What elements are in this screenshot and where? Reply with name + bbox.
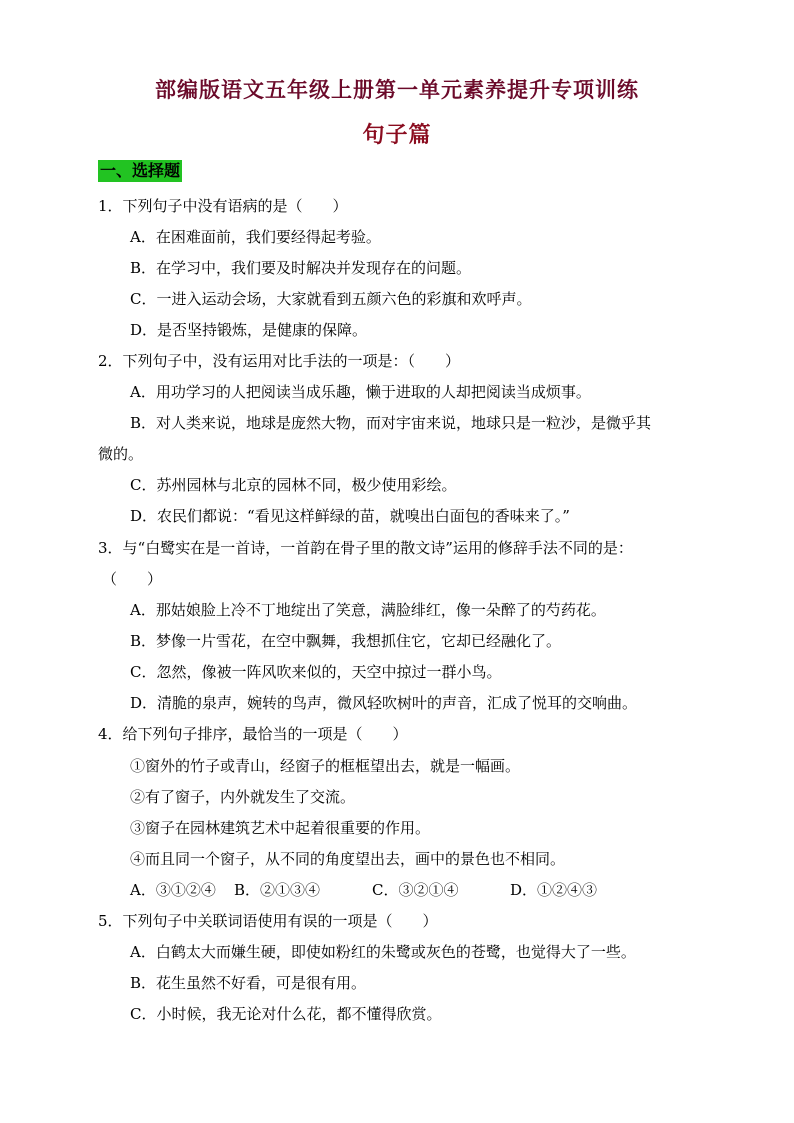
page-title: 部编版语文五年级上册第一单元素养提升专项训练: [155, 77, 639, 102]
question-4-choice-d: D．①②④③: [510, 881, 598, 899]
question-2-stem: 2．下列句子中，没有运用对比手法的一项是：（ ）: [98, 352, 461, 370]
question-5-option-b: B．花生虽然不好看，可是很有用。: [130, 974, 367, 992]
question-5-option-c: C．小时候，我无论对什么花，都不懂得欣赏。: [130, 1005, 442, 1023]
section-heading: 一、选择题: [100, 161, 181, 180]
question-3-stem-cont: （ ）: [102, 570, 163, 588]
question-4-stem: 4．给下列句子排序，最恰当的一项是（ ）: [98, 725, 408, 743]
question-4-clause-1: ①窗外的竹子或青山，经窗子的框框望出去，就是一幅画。: [130, 757, 521, 775]
question-4-clause-3: ③窗子在园林建筑艺术中起着很重要的作用。: [130, 819, 431, 837]
question-2-option-b-cont: 微的。: [98, 445, 144, 463]
question-2-option-d: D．农民们都说：“看见这样鲜绿的苗，就嗅出白面包的香味来了。”: [130, 507, 570, 525]
question-5-stem: 5．下列句子中关联词语使用有误的一项是（ ）: [98, 912, 438, 930]
question-3-option-c: C．忽然，像被一阵风吹来似的，天空中掠过一群小鸟。: [130, 663, 502, 681]
question-4-choice-b: B．②①③④: [234, 881, 321, 899]
question-3-option-d: D．清脆的泉声，婉转的鸟声，微风轻吹树叶的声音，汇成了悦耳的交响曲。: [130, 694, 638, 712]
question-1-option-c: C．一进入运动会场，大家就看到五颜六色的彩旗和欢呼声。: [130, 290, 532, 308]
question-1-option-b: B．在学习中，我们要及时解决并发现存在的问题。: [130, 259, 472, 277]
question-4-clause-4: ④而且同一个窗子，从不同的角度望出去，画中的景色也不相同。: [130, 850, 566, 868]
question-5-option-a: A．白鹤太大而嫌生硬，即使如粉红的朱鹭或灰色的苍鹭，也觉得大了一些。: [130, 943, 636, 961]
question-3-option-a: A．那姑娘脸上冷不丁地绽出了笑意，满脸绯红，像一朵醉了的芍药花。: [130, 601, 606, 619]
question-1-option-d: D．是否坚持锻炼，是健康的保障。: [130, 321, 368, 339]
question-3-stem: 3．与“白鹭实在是一首诗，一首韵在骨子里的散文诗”运用的修辞手法不同的是：: [98, 539, 633, 557]
page-subtitle: 句子篇: [362, 122, 432, 148]
question-2-option-c: C．苏州园林与北京的园林不同，极少使用彩绘。: [130, 476, 457, 494]
question-4-clause-2: ②有了窗子，内外就发生了交流。: [130, 788, 356, 806]
question-1-stem: 1．下列句子中没有语病的是（ ）: [98, 197, 348, 215]
question-3-option-b: B．梦像一片雪花，在空中飘舞，我想抓住它，它却已经融化了。: [130, 632, 562, 650]
question-4-choice-c: C．③②①④: [372, 881, 459, 899]
question-2-option-b: B．对人类来说，地球是庞然大物，而对宇宙来说，地球只是一粒沙，是微乎其: [130, 414, 652, 432]
question-2-option-a: A．用功学习的人把阅读当成乐趣，懒于进取的人却把阅读当成烦事。: [130, 383, 591, 401]
question-1-option-a: A．在困难面前，我们要经得起考验。: [130, 228, 381, 246]
question-4-choice-a: A．③①②④: [130, 881, 216, 899]
